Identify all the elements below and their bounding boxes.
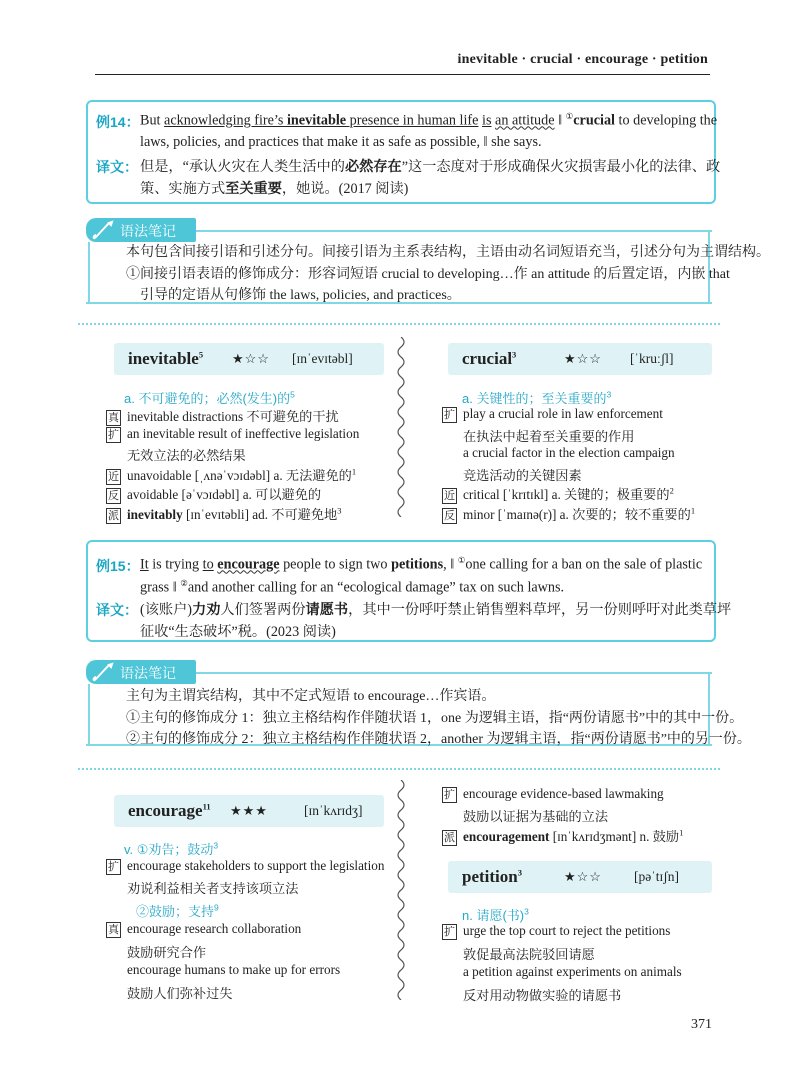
frequency-stars: ★★★ — [230, 803, 268, 818]
tag-box: 真 — [108, 922, 119, 936]
entry-inevitable-header — [114, 343, 384, 375]
note-2-line-3: ②主句的修饰成分 2：独立主格结构作伴随状语 2，another 为逻辑主语，指“两份请愿书”中的另一份。 — [126, 732, 751, 747]
tag-box: 近 — [444, 489, 455, 503]
grammar-note-tag: 语法笔记 — [86, 218, 196, 242]
tag-box: 近 — [108, 469, 119, 483]
translation-label: 译文： — [96, 602, 138, 618]
part-of-speech: n. 请愿(书)$^3$ — [462, 906, 529, 923]
note-1-line-2: ①间接引语表语的修饰成分：形容词短语 crucial to developing…作 an attitude 的后置定语，内嵌 that — [126, 267, 730, 282]
note-1-line-1: 本句包含间接引语和引述分句。间接引语为主系表结构，主语由动名词短语充当，引述分句为主谓结构。 — [126, 245, 770, 260]
translation-label: 译文： — [96, 159, 138, 175]
part-of-speech: a. 不可避免的；必然(发生)的$^5$ — [124, 389, 295, 406]
entry-row: 鼓励以证据为基础的立法 — [463, 809, 609, 824]
header-rule — [95, 74, 710, 75]
note-rule — [196, 230, 712, 232]
entry-row: 敦促最高法院驳回请愿 — [463, 946, 595, 962]
phonetic: [ɪnˈevɪtəbl] — [292, 351, 353, 366]
entry-row: 真 inevitable distractions 不可避免的干扰 — [108, 409, 339, 424]
entry-row: a crucial factor in the election campaign — [463, 445, 675, 461]
tag-box: 真 — [108, 410, 119, 424]
entry-row: 劝说利益相关者支持该项立法 — [127, 880, 299, 896]
translation-15-line-1: (该账户)力劝人们签署两份请愿书，其中一份呼吁禁止销售塑料草坪，另一份则呼吁对此类草坪 — [140, 602, 732, 618]
part-of-speech: a. 关键性的；至关重要的$^3$ — [462, 389, 612, 406]
tag-box: 扩 — [444, 407, 455, 421]
phonetic: [ɪnˈkʌrɪdʒ] — [304, 803, 363, 818]
entry-row: 近 unavoidable [ˌʌnəˈvɔɪdəbl] a. 无法避免的$^1$ — [108, 466, 357, 483]
entry-row: 扩 encourage stakeholders to support the legislation — [108, 858, 385, 873]
entry-row: 真 encourage research collaboration — [108, 921, 302, 936]
entry-row: 近 critical [ˈkrɪtɪkl] a. 关键的；极重要的$^2$ — [444, 486, 674, 503]
example-15-line-1: It is trying to encourage people to sign two petitions, ‖ ①one calling for a ban on the sale of plastic — [140, 555, 703, 573]
entry-row: 反 minor [ˈmaɪnə(r)] a. 次要的；较不重要的$^1$ — [444, 505, 696, 522]
example-15-box — [86, 540, 732, 642]
part-of-speech: v. ①劝告；鼓动$^3$ — [124, 840, 219, 857]
section-divider — [78, 768, 720, 770]
headword: encourage$^{11}$ — [128, 801, 211, 820]
running-header: inevitable · crucial · encourage · petition — [457, 52, 708, 67]
note-border-left — [88, 242, 104, 302]
wavy-divider — [395, 780, 407, 1000]
entry-row: 扩 urge the top court to reject the petitions — [444, 923, 671, 938]
note-2-line-1: 主句为主谓宾结构，其中不定式短语 to encourage…作宾语。 — [126, 689, 496, 704]
frequency-stars: ★☆☆ — [232, 351, 270, 366]
example-14-box — [86, 100, 721, 204]
translation-14-line-2: 策、实施方式至关重要，她说。(2017 阅读) — [140, 181, 409, 197]
page-number: 371 — [691, 1017, 712, 1032]
example-15-line-2: grass ‖ ②and another calling for an “ecological damage” tax on such lawns. — [140, 578, 565, 596]
wavy-divider — [395, 337, 407, 517]
headword: inevitable$^5$ — [128, 349, 204, 368]
entry-encourage-header — [114, 795, 384, 827]
grammar-note-1 — [86, 218, 770, 313]
phonetic: [ˈkruːʃl] — [630, 351, 674, 366]
entry-row: a petition against experiments on animals — [463, 964, 682, 979]
grammar-note-2 — [86, 660, 751, 755]
tag-box: 反 — [108, 489, 119, 503]
entry-row: 反 avoidable [əˈvɔɪdəbl] a. 可以避免的 — [108, 487, 322, 503]
part-of-speech: ②鼓励；支持$^9$ — [136, 902, 219, 919]
entry-row: 鼓励研究合作 — [127, 944, 207, 960]
note-rule — [196, 672, 712, 674]
frequency-stars: ★☆☆ — [564, 869, 602, 884]
tag-box: 扩 — [108, 427, 119, 441]
tag-box: 扩 — [444, 924, 455, 938]
phonetic: [pəˈtɪʃn] — [634, 869, 679, 884]
tag-box: 反 — [444, 508, 455, 522]
example-14-line-1: But acknowledging fire’s inevitable presence in human life is an attitude ‖ ①crucial to developing the — [140, 111, 718, 129]
grammar-note-tag: 语法笔记 — [86, 660, 196, 684]
entry-row: 扩 encourage evidence-based lawmaking — [444, 786, 664, 801]
entry-row: 鼓励人们弥补过失 — [127, 985, 233, 1001]
entry-petition-header — [448, 861, 712, 893]
note-2-line-2: ①主句的修饰成分 1：独立主格结构作伴随状语 1，one 为逻辑主语，指“两份请愿书”中的其中一份。 — [126, 711, 744, 726]
example-label: 例14： — [96, 114, 140, 130]
translation-14-line-1: 但是，“承认火灾在人类生活中的必然存在”这一态度对于形成确保火灾损害最小化的法律、政 — [140, 159, 721, 175]
entry-row: 反对用动物做实验的请愿书 — [463, 987, 622, 1003]
example-14-line-2: laws, policies, and practices that make it as safe as possible, ‖ she says. — [140, 134, 542, 150]
entry-row: 竞选活动的关键因素 — [463, 467, 582, 483]
headword: petition$^3$ — [462, 867, 522, 886]
tag-box: 派 — [108, 508, 119, 522]
note-1-line-3: 引导的定语从句修饰 the laws, policies, and practices。 — [140, 288, 461, 303]
entry-row: 派 inevitably [ɪnˈevɪtəbli] ad. 不可避免地$^3$ — [108, 505, 342, 522]
frequency-stars: ★☆☆ — [564, 351, 602, 366]
entry-row: 在执法中起着至关重要的作用 — [463, 428, 635, 444]
note-border-left — [88, 684, 104, 744]
entry-row: 扩 play a crucial role in law enforcement — [444, 406, 663, 421]
tag-box: 扩 — [108, 859, 119, 873]
derivative-row: 派 encouragement [ɪnˈkʌrɪdʒmənt] n. 鼓励$^1$ — [444, 827, 684, 844]
entry-row: encourage humans to make up for errors — [127, 962, 341, 977]
tag-box: 派 — [444, 830, 455, 844]
entry-crucial-header — [448, 343, 712, 375]
example-label: 例15： — [96, 558, 140, 574]
translation-15-line-2: 征收“生态破坏”税。(2023 阅读) — [140, 624, 336, 640]
section-divider — [78, 323, 720, 325]
headword: crucial$^3$ — [462, 349, 517, 368]
entry-row: 扩 an inevitable result of ineffective legislation — [108, 425, 360, 441]
tag-box: 扩 — [444, 787, 455, 801]
entry-row: 无效立法的必然结果 — [127, 448, 246, 464]
